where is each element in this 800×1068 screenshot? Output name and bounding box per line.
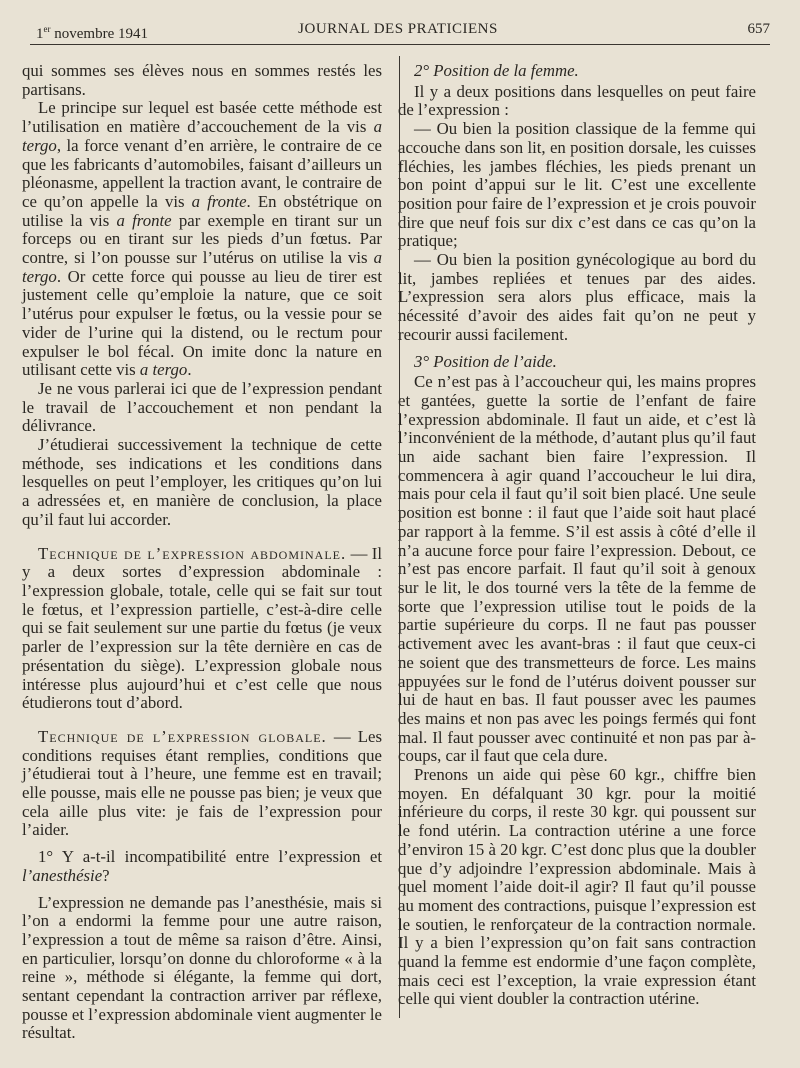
subsection-heading: 2° Position de la femme. [414,61,579,80]
subsection-heading: 3° Position de l’aide. [414,351,557,371]
right-column [398,62,756,1009]
paragraph: Il y a deux positions dans lesquelles on peut faire de l’expression : [398,81,756,120]
header-rule [30,44,770,45]
left-column [22,62,382,1043]
paragraph: — Ou bien la position classique de la femme qui accouche dans son lit, en position dorsale, les cuisses fléchies, les jambes fléchies, les pieds prenant un bon point d’appui sur le lit. C’est une excellente position pour faire de l’expression et je crois pouvoir dire que neuf fois sur dix c’est dans ce cas qu’on la pratique; [398,119,756,251]
paragraph: Le principe sur lequel est basée cette méthode est l’utilisation en matière d’accouchement de la vis a tergo, la force venant d’en arrière, le contraire de ce que les fabricants d’automobiles, faisant d’ailleurs un pléonasme, appellent la traction avant, le contraire de ce qu’on appelle la vis a fronte. En obstétrique on utilise la vis a fronte par exemple en tirant sur un forceps ou en tirant sur les pieds d’un fœtus. Par contre, si l’on pousse sur l’utérus on utilise la vis a tergo. Or cette force qui pousse au lieu de tirer est justement celle qu’emploie la nature, que ce soit l’utérus pour expulser le fœtus, ou la vessie pour se vider de l’urine qui la distend, ou le rectum pour expulser le bol fécal. On imite donc la nature en utilisant cette vis a tergo. [22,98,382,380]
journal-title: JOURNAL DES PRATICIENS [298,21,498,37]
question-heading: 1° Y a-t-il incompatibilité entre l’expression et l’anesthésie? [22,847,382,885]
page-number: 657 [747,21,770,37]
section-heading: Technique de l’expression abdominale. [38,543,347,563]
paragraph: qui sommes ses élèves nous en sommes restés les partisans. [22,61,382,99]
page-header [26,16,770,42]
paragraph: Prenons un aide qui pèse 60 kgr., chiffre bien moyen. En défalquant 30 kgr. pour la moitié inférieure du corps, il reste 30 kgr. qui poussent sur le fond utérin. La contraction utérine a une force d’environ 15 à 20 kgr. C’est donc plus que la doubler que d’y adjoindre l’expression abdominale. Mais à quel moment l’aide doit-il agir? Il faut qu’il pousse au moment des contractions, puisque l’expression est le soutien, le renforçateur de la contraction normale. Il y a bien l’expression qu’on fait sans contraction quand la femme est endormie d’une façon complète, mais ceci est l’exception, la vraie expression étant celle qui vient doubler la contraction utérine. [398,765,756,1009]
section-technique-globale: Technique de l’expression globale. — Les conditions requises étant remplies, conditions que j’étudierai tout à l’heure, une femme est en travail; elle pousse, mais elle ne pousse pas bien; je veux que cela aille plus vite: je fais de l’expression pour l’aider. [22,726,382,840]
paragraph: Ce n’est pas à l’accoucheur qui, les mains propres et gantées, guette la sortie de l’enfant de faire l’expression abdominale. Il faut un aide, et c’est là l’inconvénient de la méthode, d’autant plus qu’il faut un aide sachant bien faire l’expression. Il commencera à agir quand l’accoucheur le lui dira, mais pour cela il faut qu’il soit bien placé. Une seule position est bonne : il faut que l’aide soit haut placé par rapport à la femme. S’il est assis à côté d’elle il n’a aucune force pour faire l’expression. Debout, ce n’est pas encore parfait. Il faut qu’il soit à genoux sur le lit, le dos tourné vers la tête de la femme de sorte que l’expression utilise tout le poids de la partie supérieure du corps. Il ne faut pas pousser activement avec les avant-bras : il faut que ceux-ci ne soient que des transmetteurs de force. Les mains appuyées sur le fond de l’utérus doivent pousser sur lui de haut en bas. Il faut pousser avec les paumes des mains et non pas avec les poings fermés qui font mal. Il faut pousser avec continuité et non pas par à-coups, car il faut que cela dure. [398,372,756,766]
paragraph: L’expression ne demande pas l’anesthésie, mais si l’on a endormi la femme pour une autre raison, l’expression a tout de même sa raison d’être. Ainsi, en particulier, lorsqu’on donne du chloroforme « à la reine », méthode si élégante, la femme qui dort, sentant cependant la contraction arriver par réflexe, pousse et l’expression abdominale vient augmenter le résultat. [22,892,382,1043]
issue-date: 1er novembre 1941 [36,24,148,42]
paragraph: Je ne vous parlerai ici que de l’expression pendant le travail de l’accouchement et non pendant la délivrance. [22,378,382,436]
section-heading: Technique de l’expression globale. [38,726,327,746]
paragraph: — Ou bien la position gynécologique au bord du lit, jambes repliées et tenues par des aides. L’expression sera alors plus efficace, mais la nécessité d’avoir des aides fait qu’on ne peut y recourir aussi facilement. [398,250,756,344]
paragraph: J’étudierai successivement la technique de cette méthode, ses indications et les conditions dans lesquelles on peut l’employer, les critiques qu’on lui a adressées et, en manière de conclusion, la place qu’il faut lui accorder. [22,435,382,529]
section-technique-abdominale: Technique de l’expression abdominale. — Il y a deux sortes d’expression abdominale : l’expression globale, totale, celle qui se fait sur tout le fœtus, et l’expression partielle, c’est-à-dire celle qui se fait seulement sur une partie du fœtus (je veux parler de l’expression sur la tête dernière en cas de présentation du siège). L’expression globale nous intéresse plus aujourd’hui et c’est celle que nous étudierons tout d’abord. [22,543,382,713]
